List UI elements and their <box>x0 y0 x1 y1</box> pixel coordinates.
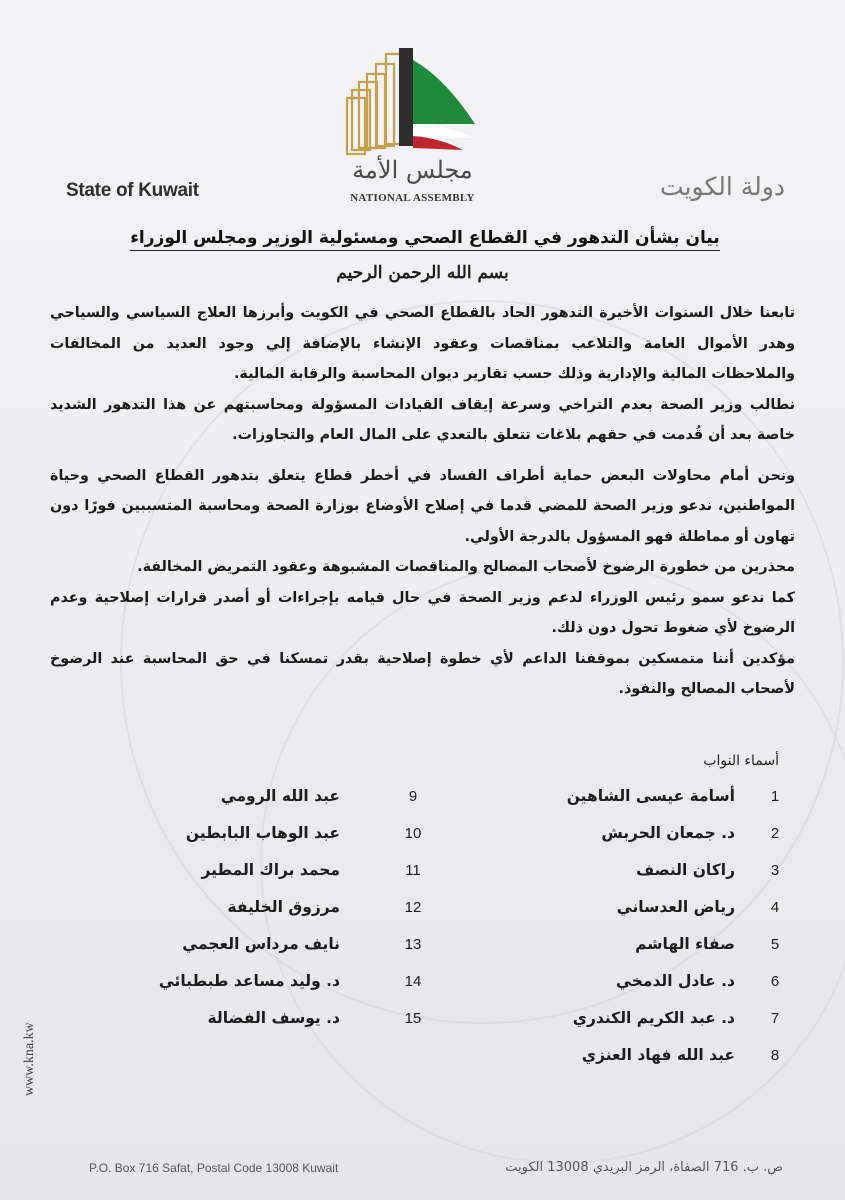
member-name: د. يوسف الفضالة <box>207 1009 340 1027</box>
member-name: مرزوق الخليفة <box>227 898 340 916</box>
member-row <box>470 1004 795 1041</box>
member-name: عبد الوهاب البابطين <box>185 824 340 842</box>
member-row <box>75 782 420 819</box>
website-url: www.kna.kw <box>22 1022 37 1096</box>
member-number: 2 <box>770 825 780 842</box>
paragraph: محذرين من خطورة الرضوخ لأصحاب المصالح والمناقصات المشبوهة وعقود التمريض المخالفة. <box>137 559 795 575</box>
member-number: 4 <box>770 899 780 916</box>
paragraph: نطالب وزير الصحة بعدم التراخي وسرعة إيقاف القيادات المسؤولة ومحاسبتهم عن هذا التدهور الشديد خاصة بعد أن قُدمت في حقهم بلاغات تتعلق بالتعدي على المال العام والتجاوزات. <box>50 396 795 443</box>
statement-body <box>50 298 795 705</box>
member-name: راكان النصف <box>636 861 735 879</box>
member-number: 11 <box>405 862 421 879</box>
paragraph: كما ندعو سمو رئيس الوزراء لدعم وزير الصحة في حال قيامه بإجراءات أو أصدر قرارات إصلاحية وعدم الرضوخ لأي ضغوط تحول دون ذلك. <box>50 589 795 636</box>
basmala: بسم الله الرحمن الرحيم <box>336 263 509 283</box>
member-row <box>470 1041 795 1078</box>
member-row <box>75 967 420 1004</box>
member-name: صفاء الهاشم <box>635 935 735 953</box>
paragraph: ونحن أمام محاولات البعض حماية أطراف الفساد في أخطر قطاع يتعلق بتدهور القطاع الصحي وحياة المواطنين، ندعو وزير الصحة للمضي قدما في إصلاح الأوضاع بوزارة الصحة ومحاسبة المتسببين فورًا دون تهاون أو مماطلة فهو المسؤول بالدرجة الأولي. <box>50 467 795 545</box>
logo-arabic-text: مجلس الأمة <box>352 156 473 184</box>
footer-address-arabic: ص. ب. 716 الصفاة، الرمز البريدي 13008 الكويت <box>505 1160 783 1175</box>
document-title <box>130 228 720 248</box>
members-list-label: أسماء النواب <box>703 753 779 769</box>
member-name: رياض العدساني <box>616 898 735 916</box>
member-number: 15 <box>404 1010 422 1027</box>
member-number: 5 <box>770 936 780 953</box>
member-row <box>75 819 420 856</box>
member-name: عبد الله الرومي <box>220 787 340 805</box>
member-row <box>75 856 420 893</box>
member-row <box>75 893 420 930</box>
member-row <box>75 930 420 967</box>
paragraph: مؤكدين أننا متمسكين بموقفنا الداعم لأي خطوة إصلاحية بقدر تمسكنا في حق المحاسبة عند الرضوخ لأصحاب المصالح والنفوذ. <box>50 650 795 697</box>
member-number: 12 <box>404 899 422 916</box>
paragraph: تابعنا خلال السنوات الأخيرة التدهور الحاد بالقطاع الصحي في الكويت وأبرزها العلاج السياسي والسياحي وهدر الأموال العامة والتلاعب بمناقصات وعقود الإنشاء بالإضافة إلي وجود العديد من المخالفات والملاحظات المالية والإدارية وذلك حسب تقارير ديوان المحاسبة والرقابة المالية. <box>50 305 795 382</box>
state-name-arabic: دولة الكويت <box>660 172 785 201</box>
member-row <box>470 967 795 1004</box>
member-row <box>470 930 795 967</box>
members-column-right <box>470 782 795 1078</box>
member-name: أسامة عيسى الشاهين <box>566 787 735 805</box>
footer-address-english: P.O. Box 716 Safat, Postal Code 13008 Kuwait <box>89 1161 339 1175</box>
member-number: 13 <box>404 936 422 953</box>
logo-english-text: NATIONAL ASSEMBLY <box>350 192 475 204</box>
member-number: 14 <box>404 973 422 990</box>
member-name: د. وليد مساعد طبطبائي <box>158 972 340 990</box>
member-number: 7 <box>770 1010 780 1027</box>
member-number: 3 <box>770 862 780 879</box>
member-row <box>470 893 795 930</box>
member-name: نايف مرداس العجمي <box>182 935 340 953</box>
document-title-text: بيان بشأن التدهور في القطاع الصحي ومسئولية الوزير ومجلس الوزراء <box>130 228 720 251</box>
member-row <box>470 819 795 856</box>
national-assembly-logo <box>335 38 485 156</box>
member-number: 9 <box>408 788 418 805</box>
members-column-left <box>75 782 420 1041</box>
member-row <box>75 1004 420 1041</box>
member-name: د. جمعان الحربش <box>601 824 735 842</box>
member-name: عبد الله فهاد العنزي <box>581 1046 735 1064</box>
member-name: محمد براك المطير <box>201 861 340 879</box>
member-name: د. عادل الدمخي <box>616 972 735 990</box>
member-row <box>470 782 795 819</box>
member-number: 10 <box>404 825 422 842</box>
member-name: د. عبد الكريم الكندري <box>572 1009 735 1027</box>
member-number: 6 <box>770 973 780 990</box>
member-number: 8 <box>770 1047 780 1064</box>
member-number: 1 <box>770 788 780 805</box>
member-row <box>470 856 795 893</box>
state-name-english: State of Kuwait <box>66 180 199 201</box>
